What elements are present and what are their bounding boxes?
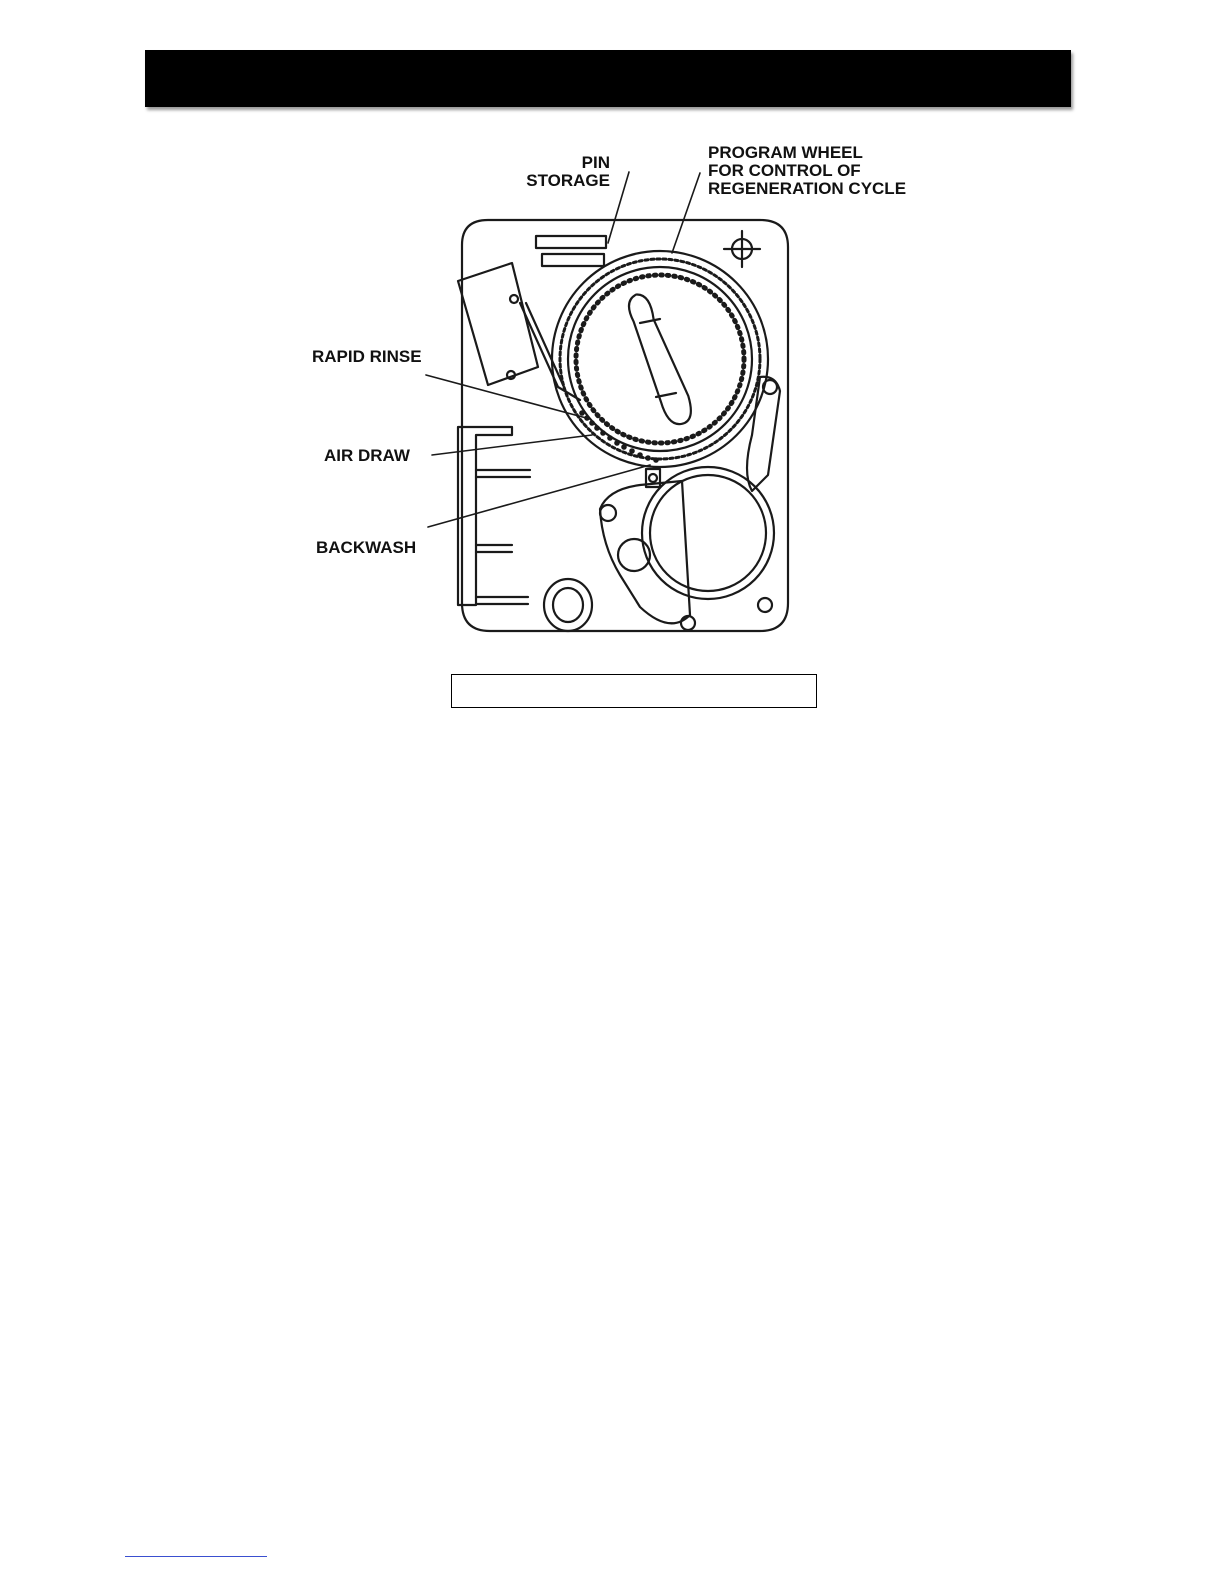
label-pin-storage-2: STORAGE	[526, 171, 610, 190]
pin-storage-strip-top	[536, 236, 606, 248]
program-wheel-pinring	[560, 259, 760, 459]
actuator-arm	[747, 377, 780, 491]
label-air-draw: AIR DRAW	[324, 446, 410, 465]
program-wheel-slot	[626, 288, 693, 429]
label-program-wheel-2: FOR CONTROL OF	[708, 161, 861, 180]
label-program-wheel-3: REGENERATION CYCLE	[708, 179, 907, 198]
label-pin-storage-1: PIN	[581, 153, 610, 172]
figure-caption-box	[451, 674, 817, 708]
program-wheel-scale	[576, 275, 744, 443]
program-wheel-face	[568, 267, 752, 451]
label-rapid-rinse: RAPID RINSE	[312, 347, 422, 366]
mounting-hole-inner	[553, 588, 583, 622]
program-wheel-outer	[552, 251, 768, 467]
header-title	[145, 66, 159, 91]
footnote-rule	[125, 1556, 267, 1557]
timer-diagram	[290, 135, 930, 655]
pin-storage-strip-bottom	[542, 254, 604, 266]
program-wheel-pins	[579, 410, 659, 463]
header-bar	[145, 50, 1071, 107]
label-program-wheel-1: PROGRAM WHEEL	[708, 143, 863, 162]
label-backwash: BACKWASH	[316, 538, 417, 557]
mounting-hole-outer	[544, 579, 592, 631]
motor-housing	[642, 467, 774, 599]
timer-diagram-svg	[290, 135, 930, 655]
micro-switch-body	[458, 263, 538, 385]
